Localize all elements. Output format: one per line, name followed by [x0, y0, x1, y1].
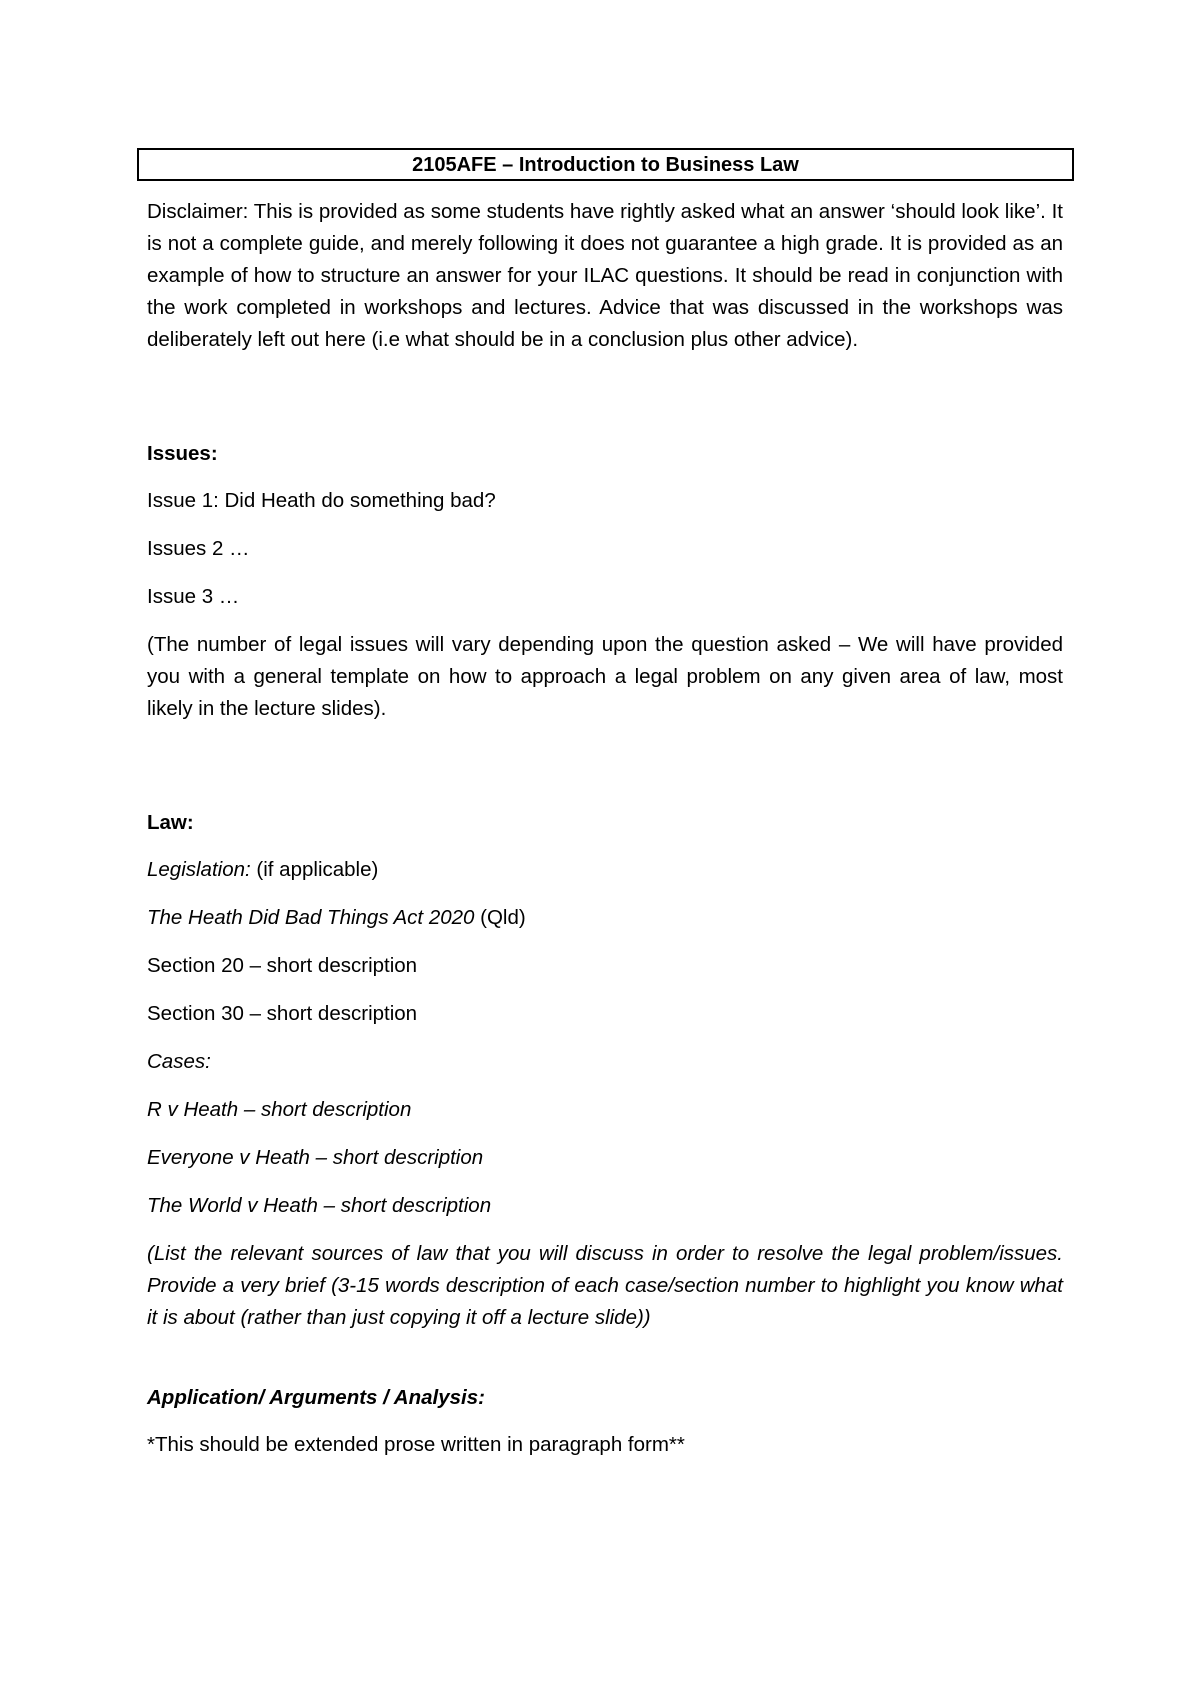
document-title: 2105AFE – Introduction to Business Law: [137, 148, 1074, 181]
issues-note: (The number of legal issues will vary depending upon the question asked – We will have provided you with a general template on how to approach a legal problem on any given area of law, most likely in the lecture slides).: [147, 633, 1063, 720]
legislation-line: [147, 854, 1063, 886]
issue-item-1: Issue 1: Did Heath do something bad?: [147, 489, 496, 512]
legislation-suffix: (if applicable): [250, 858, 379, 881]
application-note: *This should be extended prose written in paragraph form**: [147, 1433, 685, 1456]
application-heading: Application/ Arguments / Analysis:: [147, 1386, 485, 1409]
law-note: (List the relevant sources of law that you will discuss in order to resolve the legal problem/issues. Provide a very brief (3-15 words description of each case/section number to highlight you know what it is about (rather than just copying it off a lecture slide)): [147, 1242, 1063, 1329]
issue-item-3: Issue 3 …: [147, 585, 240, 608]
section-item-1: Section 20 – short description: [147, 954, 418, 977]
case-item-3: The World v Heath – short description: [147, 1194, 492, 1217]
disclaimer-paragraph: Disclaimer: This is provided as some students have rightly asked what an answer ‘should look like’. It is not a complete guide, and merely following it does not guarantee a high grade. It is provided as an example of how to structure an answer for your ILAC questions. It should be read in conjunction with the work completed in workshops and lectures. Advice that was discussed in the workshops was deliberately left out here (i.e what should be in a conclusion plus other advice).: [147, 200, 1063, 351]
act-line: [147, 902, 1063, 934]
document-content: [147, 148, 1063, 1461]
law-heading: Law:: [147, 811, 194, 834]
section-item-2: Section 30 – short description: [147, 1002, 418, 1025]
case-item-1: R v Heath – short description: [147, 1098, 412, 1121]
case-item-2: Everyone v Heath – short description: [147, 1146, 484, 1169]
cases-label: Cases:: [147, 1050, 211, 1073]
issue-item-2: Issues 2 …: [147, 537, 250, 560]
act-name: The Heath Did Bad Things Act 2020: [147, 906, 475, 929]
legislation-label: Legislation:: [147, 858, 251, 881]
act-suffix: (Qld): [474, 906, 526, 929]
issues-heading: Issues:: [147, 442, 218, 465]
